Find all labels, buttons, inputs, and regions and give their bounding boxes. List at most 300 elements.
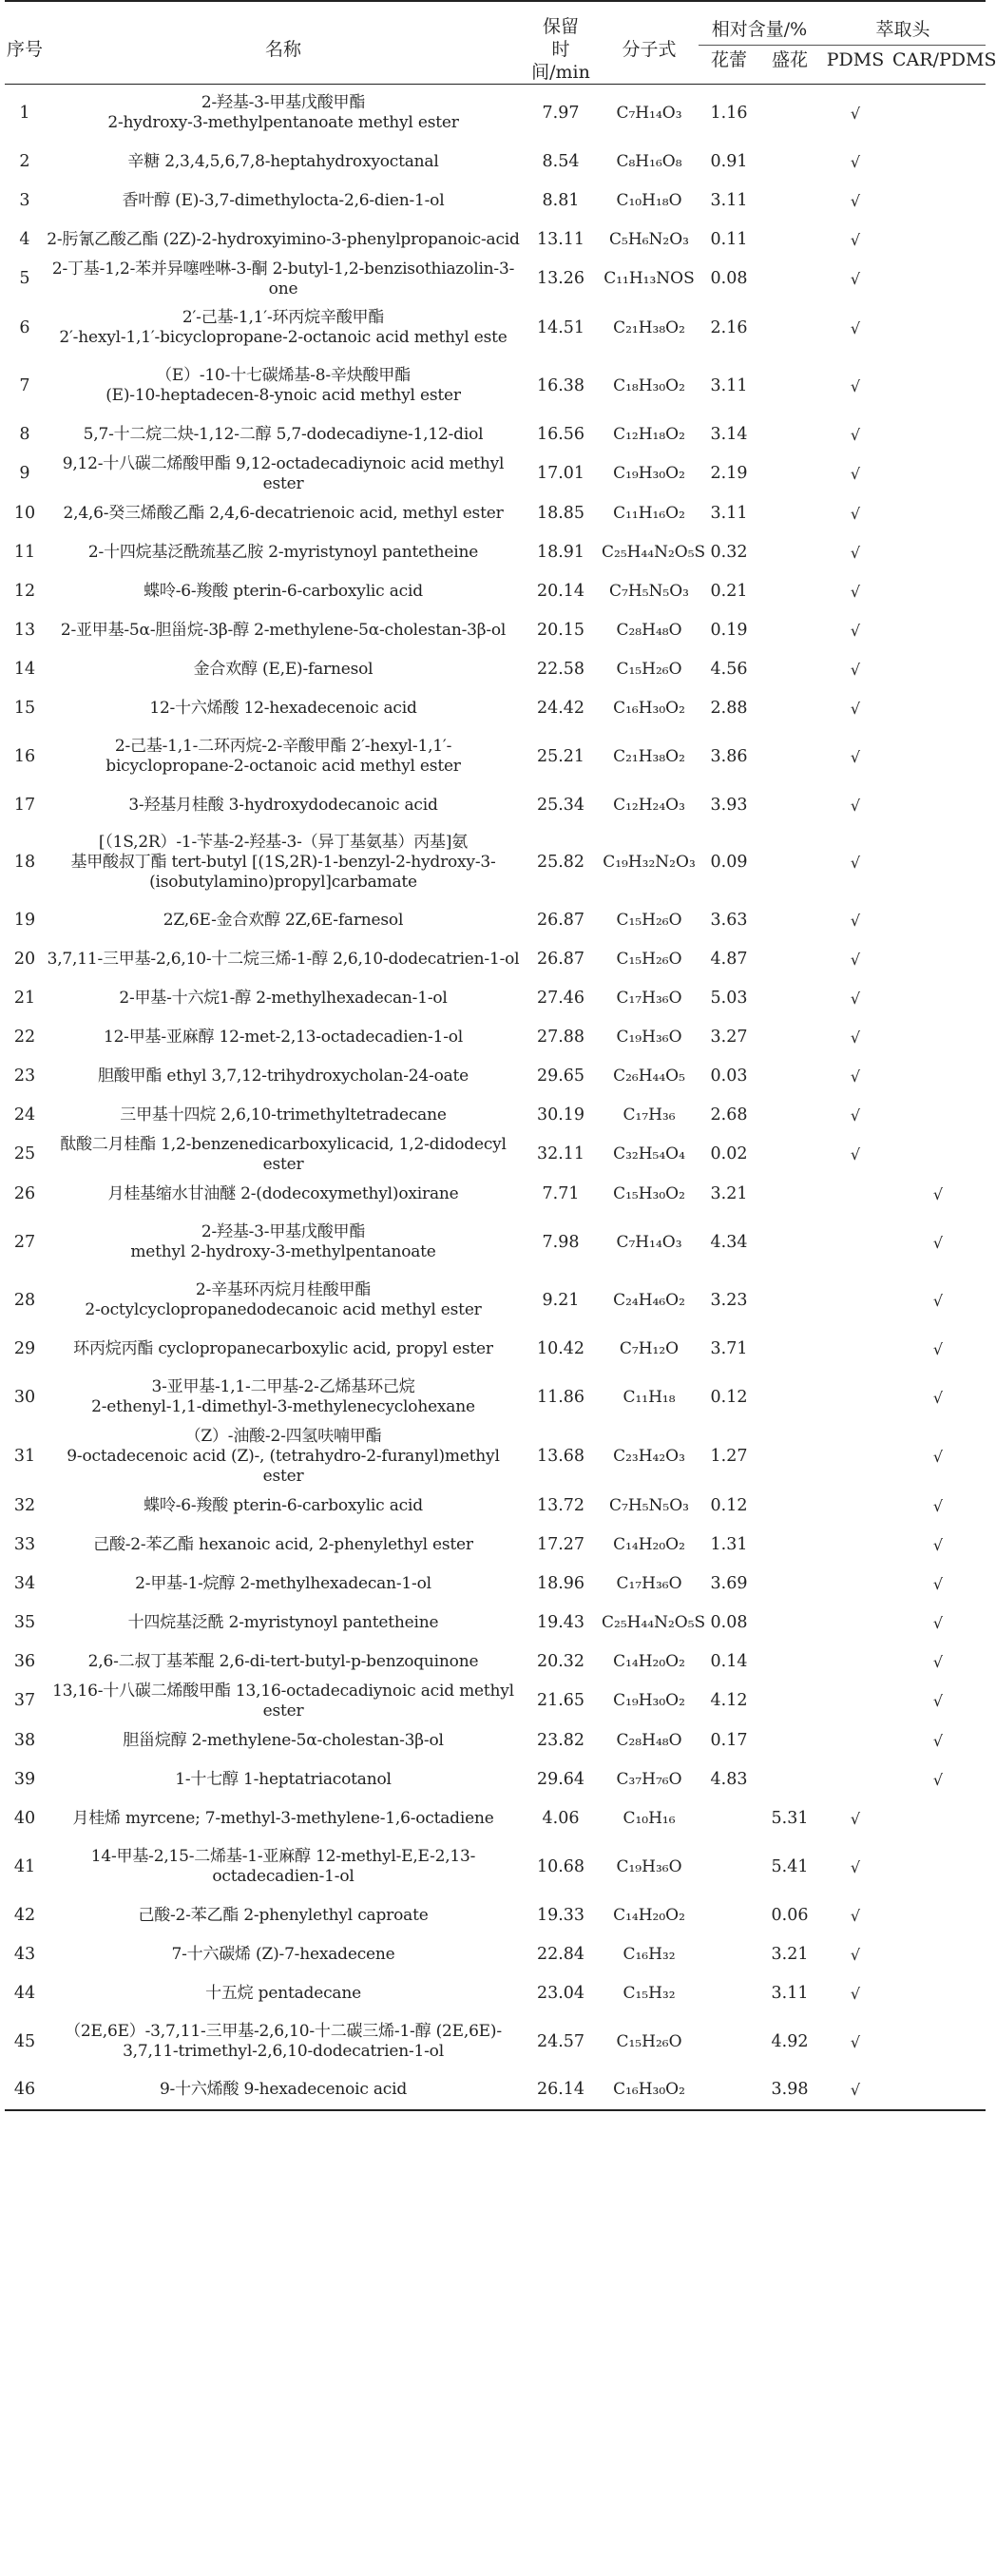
row-number: 13	[13, 620, 36, 640]
content-bud: 4.87	[710, 949, 748, 969]
content-bud: 4.12	[710, 1691, 748, 1710]
compound-name	[45, 221, 522, 260]
car-pdms-check	[891, 2071, 986, 2110]
row-number: 44	[13, 1983, 36, 2003]
content-bloom	[759, 1565, 820, 1604]
content-bloom	[759, 221, 820, 260]
content-bud: 3.23	[710, 1290, 748, 1310]
retention-time: 23.04	[536, 1983, 585, 2003]
content-bud	[699, 1935, 759, 1974]
content-bud	[699, 1974, 759, 2013]
retention-time: 10.42	[536, 1338, 585, 1358]
compound-name	[45, 940, 522, 979]
row-number: 31	[13, 1446, 36, 1466]
car-pdms-check	[891, 940, 986, 979]
car-pdms-check: √	[932, 1184, 944, 1203]
compound-name-line-2: methyl 2-hydroxy-3-methylpentanoate	[130, 1242, 436, 1261]
retention-time: 8.81	[542, 190, 580, 210]
compound-name	[45, 1721, 522, 1760]
table-row	[5, 1526, 986, 1565]
pdms-check	[820, 1487, 891, 1526]
content-bud: 0.11	[710, 229, 748, 249]
pdms-check: √	[820, 2071, 891, 2110]
pdms-check: √	[850, 504, 861, 523]
compound-name	[45, 357, 522, 415]
car-pdms-check	[891, 1799, 986, 1838]
row-number: 27	[13, 1232, 36, 1252]
compound-name	[45, 1760, 522, 1799]
pdms-check	[820, 1721, 891, 1760]
row-number: 10	[13, 503, 36, 523]
retention-time: 32.11	[536, 1144, 585, 1163]
pdms-check	[820, 1427, 891, 1487]
row-number: 43	[13, 1944, 36, 1964]
table-header	[5, 1, 996, 85]
compound-name-line-1: 胆甾烷醇 2-methylene-5α-cholestan-3β-ol	[123, 1730, 444, 1750]
header-car-pdms: CAR/PDMS	[891, 45, 986, 84]
molecular-formula: C₁₁H₁₈	[622, 1387, 676, 1407]
pdms-check	[820, 1526, 891, 1565]
content-bud: 3.69	[710, 1573, 748, 1593]
car-pdms-check	[891, 611, 986, 650]
header-formula: 分子式	[600, 1, 699, 85]
pdms-check	[820, 1565, 891, 1604]
compound-name-line-1: 月桂烯 myrcene; 7-methyl-3-methylene-1,6-octadiene	[72, 1808, 494, 1828]
compound-name-line-1: 己酸-2-苯乙酯 2-phenylethyl caproate	[138, 1905, 429, 1925]
retention-time: 21.65	[536, 1691, 585, 1710]
compound-name-line-1: 3-羟基月桂酸 3-hydroxydodecanoic acid	[128, 795, 438, 815]
compound-name-line-1: 金合欢醇 (E,E)-farnesol	[193, 659, 374, 679]
pdms-check: √	[850, 425, 861, 444]
content-bloom	[759, 940, 820, 979]
content-bloom	[759, 1487, 820, 1526]
molecular-formula: C₁₅H₃₂	[622, 1983, 676, 2003]
compound-name	[45, 1214, 522, 1272]
car-pdms-check: √	[932, 1613, 944, 1632]
pdms-check: √	[850, 1857, 861, 1876]
content-bloom	[759, 1175, 820, 1214]
compound-name-line-1: 2′-己基-1,1′-环丙烷辛酸甲酯	[182, 308, 385, 327]
content-bud: 0.12	[710, 1495, 748, 1515]
compound-name	[45, 1838, 522, 1896]
table-row	[5, 1330, 986, 1369]
retention-time: 26.87	[536, 949, 585, 969]
row-number: 5	[19, 269, 30, 288]
table-row	[5, 182, 986, 221]
content-bloom: 3.98	[759, 2071, 820, 2110]
retention-time: 22.58	[536, 659, 585, 679]
content-bloom	[759, 689, 820, 728]
pdms-check: √	[850, 1984, 861, 2003]
row-number: 23	[13, 1066, 36, 1086]
table-row	[5, 415, 986, 454]
retention-time: 7.98	[542, 1232, 580, 1252]
compound-name	[45, 1135, 522, 1175]
car-pdms-check: √	[932, 1692, 944, 1710]
compound-name-line-1: 2-羟基-3-甲基戊酸甲酯	[201, 93, 366, 113]
compound-name-line-1: 酞酸二月桂酯 1,2-benzenedicarboxylicacid, 1,2-didodecyl ester	[60, 1134, 507, 1174]
content-bloom	[759, 1604, 820, 1643]
car-pdms-check	[891, 650, 986, 689]
content-bud: 3.21	[710, 1183, 748, 1203]
table-row	[5, 572, 986, 611]
header-no: 序号	[5, 1, 45, 85]
molecular-formula: C₁₀H₁₆	[622, 1808, 676, 1828]
header-relative-content: 相对含量/%	[699, 1, 820, 45]
content-bud	[699, 1896, 759, 1935]
retention-time: 13.68	[536, 1446, 585, 1466]
content-bud: 0.08	[710, 1612, 748, 1632]
table-row	[5, 1427, 986, 1487]
pdms-check: √	[850, 230, 861, 249]
row-number: 39	[13, 1769, 36, 1789]
molecular-formula: C₁₉H₃₆O	[616, 1027, 682, 1047]
table-row	[5, 1760, 986, 1799]
row-number: 46	[5, 2071, 45, 2110]
content-bloom: 3.11	[771, 1983, 809, 2003]
pdms-check: √	[850, 376, 861, 395]
content-bud: 4.34	[710, 1232, 748, 1252]
molecular-formula: C₁₇H₃₆O	[616, 1573, 682, 1593]
content-bloom	[759, 1427, 820, 1487]
content-bud: 3.11	[710, 375, 748, 395]
pdms-check: √	[850, 104, 861, 123]
row-number: 4	[19, 229, 30, 249]
content-bloom	[759, 728, 820, 786]
compound-name-line-1: 2,4,6-癸三烯酸乙酯 2,4,6-decatrienoic acid, methyl ester	[63, 503, 504, 523]
compound-name	[45, 1057, 522, 1096]
content-bud: 3.11	[710, 190, 748, 210]
molecular-formula: C₂₁H₃₈O₂	[613, 746, 685, 766]
compound-name	[45, 143, 522, 182]
table-row	[5, 1272, 986, 1330]
content-bud: 0.14	[710, 1651, 748, 1671]
content-bud: 0.09	[710, 853, 748, 872]
compound-name-line-1: 9-十六烯酸 9-hexadecenoic acid	[159, 2080, 408, 2099]
retention-time: 26.87	[536, 910, 585, 930]
table-row	[5, 786, 986, 825]
molecular-formula: C₁₉H₃₀O₂	[613, 1691, 685, 1710]
content-bloom	[759, 454, 820, 494]
content-bloom	[759, 357, 820, 415]
pdms-check: √	[850, 270, 861, 288]
car-pdms-check: √	[932, 1291, 944, 1310]
table-row	[5, 1214, 986, 1272]
car-pdms-check	[891, 143, 986, 182]
car-pdms-check	[891, 1974, 986, 2013]
pdms-check: √	[850, 465, 861, 483]
retention-time: 22.84	[536, 1944, 585, 1964]
molecular-formula: C₂₅H₄₄N₂O₅S	[602, 1612, 706, 1632]
pdms-check: √	[850, 660, 861, 679]
retention-time: 10.68	[536, 1856, 585, 1876]
row-number: 17	[13, 795, 36, 815]
compound-name	[45, 1427, 522, 1487]
pdms-check	[820, 1175, 891, 1214]
row-number: 21	[13, 988, 36, 1008]
table-row	[5, 1369, 986, 1427]
car-pdms-check	[891, 689, 986, 728]
table-row	[5, 1565, 986, 1604]
molecular-formula: C₁₄H₂₀O₂	[613, 1534, 685, 1554]
car-pdms-check	[891, 1838, 986, 1896]
content-bud	[699, 1799, 759, 1838]
compound-name-line-1: 十五烷 pentadecane	[205, 1983, 361, 2003]
compound-name-line-2: 2-hydroxy-3-methylpentanoate methyl ester	[107, 113, 459, 133]
pdms-check: √	[850, 854, 861, 872]
molecular-formula: C₃₇H₇₆O	[616, 1769, 682, 1789]
compound-name	[45, 415, 522, 454]
retention-time: 24.57	[536, 2031, 585, 2051]
retention-time: 29.65	[536, 1066, 585, 1086]
compound-name	[45, 1896, 522, 1935]
compound-name-line-1: 2-辛基环丙烷月桂酸甲酯	[195, 1280, 372, 1299]
retention-time: 11.86	[536, 1387, 585, 1407]
retention-time: 25.21	[536, 746, 585, 766]
row-number: 32	[13, 1495, 36, 1515]
row-number: 14	[13, 659, 36, 679]
table-row	[5, 1896, 986, 1935]
pdms-check: √	[850, 796, 861, 815]
content-bloom: 5.41	[771, 1856, 809, 1876]
content-bud: 3.11	[710, 503, 748, 523]
compound-name-line-1: 2-甲基-十六烷1-醇 2-methylhexadecan-1-ol	[119, 988, 448, 1008]
table-row	[5, 299, 986, 357]
content-bloom: 5.31	[771, 1808, 809, 1828]
content-bloom	[759, 415, 820, 454]
pdms-check	[820, 1214, 891, 1272]
car-pdms-check: √	[932, 1388, 944, 1407]
retention-time: 20.15	[536, 620, 585, 640]
pdms-check: √	[850, 152, 861, 171]
molecular-formula: C₇H₁₄O₃	[616, 1232, 682, 1252]
car-pdms-check	[891, 1935, 986, 1974]
compound-name-line-2: 9-octadecenoic acid (Z)-, (tetrahydro-2-furanyl)methyl ester	[67, 1446, 500, 1486]
table-row	[5, 1135, 986, 1175]
retention-time: 24.42	[536, 698, 585, 718]
car-pdms-check	[891, 786, 986, 825]
pdms-check: √	[850, 989, 861, 1008]
compound-name-line-1: （2E,6E）-3,7,11-三甲基-2,6,10-十二碳三烯-1-醇 (2E,6E)-	[65, 2022, 502, 2041]
pdms-check	[820, 1272, 891, 1330]
header-fiber: 萃取头	[820, 1, 986, 45]
row-number: 41	[13, 1856, 36, 1876]
molecular-formula: C₂₅H₄₄N₂O₅S	[602, 542, 706, 562]
compound-name	[45, 1272, 522, 1330]
table-row	[5, 940, 986, 979]
compound-name	[45, 786, 522, 825]
content-bud	[699, 2071, 759, 2110]
car-pdms-check	[891, 533, 986, 572]
content-bloom	[759, 825, 820, 901]
car-pdms-check	[891, 494, 986, 533]
car-pdms-check: √	[932, 1339, 944, 1358]
molecular-formula: C₁₆H₃₂	[622, 1944, 676, 1964]
compound-name	[45, 1935, 522, 1974]
row-number: 18	[13, 853, 36, 872]
molecular-formula: C₂₃H₄₂O₃	[613, 1446, 685, 1466]
compound-name-line-1: 十四烷基泛酰 2-myristynoyl pantetheine	[127, 1612, 439, 1632]
row-number: 25	[13, 1144, 36, 1163]
compound-name	[45, 1682, 522, 1721]
compound-name-line-1: 5,7-十二烷二炔-1,12-二醇 5,7-dodecadiyne-1,12-diol	[83, 424, 484, 444]
compound-name-line-1: 蝶呤-6-羧酸 pterin-6-carboxylic acid	[144, 1495, 423, 1515]
compound-name-line-1: 香叶醇 (E)-3,7-dimethylocta-2,6-dien-1-ol	[122, 190, 445, 210]
compound-table	[5, 0, 996, 2111]
table-row	[5, 143, 986, 182]
content-bloom	[759, 901, 820, 940]
content-bud: 3.93	[710, 795, 748, 815]
content-bud: 3.14	[710, 424, 748, 444]
retention-time: 19.33	[536, 1905, 585, 1925]
pdms-check: √	[850, 1105, 861, 1125]
table-row	[5, 728, 986, 786]
car-pdms-check	[891, 2013, 986, 2071]
molecular-formula: C₇H₅N₅O₃	[609, 581, 689, 601]
compound-name-line-1: 3,7,11-三甲基-2,6,10-十二烷三烯-1-醇 2,6,10-dodecatrien-1-ol	[47, 949, 520, 969]
table-row	[5, 901, 986, 940]
table-row	[5, 1487, 986, 1526]
content-bloom	[759, 182, 820, 221]
row-number: 20	[13, 949, 36, 969]
car-pdms-check	[891, 1135, 986, 1175]
header-bud: 花蕾	[699, 45, 759, 84]
row-number: 36	[13, 1651, 36, 1671]
pdms-check: √	[850, 950, 861, 969]
compound-name	[45, 1487, 522, 1526]
compound-name	[45, 1096, 522, 1135]
row-number: 9	[19, 464, 30, 483]
molecular-formula: C₁₆H₃₀O₂	[600, 2071, 699, 2110]
row-number: 45	[13, 2031, 36, 2051]
compound-name-line-1: （Z）-油酸-2-四氢呋喃甲酯	[184, 1426, 382, 1446]
content-bud: 0.21	[710, 581, 748, 601]
table-row	[5, 1838, 986, 1896]
compound-name-line-1: 7-十六碳烯 (Z)-7-hexadecene	[171, 1944, 395, 1964]
content-bud: 3.86	[710, 746, 748, 766]
compound-name-line-1: （E）-10-十七碳烯基-8-辛炔酸甲酯	[156, 366, 411, 385]
compound-name-line-1: 9,12-十八碳二烯酸甲酯 9,12-octadecadiynoic acid methyl ester	[62, 453, 505, 493]
retention-time: 25.34	[536, 795, 585, 815]
table-row	[5, 357, 986, 415]
row-number: 33	[13, 1534, 36, 1554]
pdms-check: √	[850, 699, 861, 718]
table-row	[5, 1935, 986, 1974]
content-bloom	[759, 1096, 820, 1135]
molecular-formula: C₁₅H₂₆O	[616, 910, 682, 930]
compound-name	[45, 611, 522, 650]
content-bud: 5.03	[710, 988, 748, 1008]
table-row	[5, 2071, 986, 2110]
content-bud: 4.56	[710, 659, 748, 679]
car-pdms-check: √	[932, 1731, 944, 1750]
row-number: 1	[19, 103, 30, 123]
molecular-formula: C₁₆H₃₀O₂	[613, 698, 685, 718]
molecular-formula: C₁₂H₁₈O₂	[613, 424, 685, 444]
molecular-formula: C₁₇H₃₆O	[616, 988, 682, 1008]
content-bloom	[759, 611, 820, 650]
retention-time: 30.19	[536, 1105, 585, 1125]
table-row	[5, 689, 986, 728]
car-pdms-check	[891, 299, 986, 357]
compound-name-line-2: bicyclopropane-2-octanoic acid methyl ester	[105, 757, 461, 776]
content-bloom	[759, 1018, 820, 1057]
compound-name-line-2: (E)-10-heptadecen-8-ynoic acid methyl ester	[105, 386, 461, 405]
compound-name	[45, 825, 522, 901]
content-bud: 3.63	[710, 910, 748, 930]
compound-name	[45, 182, 522, 221]
compound-name-line-1: 2-羟基-3-甲基戊酸甲酯	[201, 1222, 366, 1241]
compound-name	[45, 260, 522, 299]
row-number: 26	[13, 1183, 36, 1203]
retention-time: 7.97	[542, 103, 580, 123]
content-bloom	[759, 1272, 820, 1330]
compound-name	[45, 1330, 522, 1369]
compound-name-line-1: 2-亚甲基-5α-胆甾烷-3β-醇 2-methylene-5α-cholestan-3β-ol	[60, 620, 507, 640]
table-row	[5, 611, 986, 650]
retention-time: 13.11	[536, 229, 585, 249]
car-pdms-check: √	[932, 1496, 944, 1515]
content-bud: 1.31	[710, 1534, 748, 1554]
content-bloom	[759, 260, 820, 299]
row-number: 11	[13, 542, 36, 562]
molecular-formula: C₁₄H₂₀O₂	[613, 1651, 685, 1671]
content-bloom: 0.06	[771, 1905, 809, 1925]
car-pdms-check: √	[932, 1447, 944, 1466]
table-row	[5, 650, 986, 689]
car-pdms-check	[891, 182, 986, 221]
pdms-check: √	[850, 1945, 861, 1964]
car-pdms-check: √	[932, 1535, 944, 1554]
table-row	[5, 825, 986, 901]
compound-name-line-1: 12-甲基-亚麻醇 12-met-2,13-octadecadien-1-ol	[103, 1027, 464, 1047]
compound-name	[45, 1369, 522, 1427]
compound-name	[45, 979, 522, 1018]
row-number: 30	[13, 1387, 36, 1407]
compound-name-line-1: 三甲基十四烷 2,6,10-trimethyltetradecane	[120, 1105, 447, 1125]
compound-name	[45, 494, 522, 533]
molecular-formula: C₁₀H₁₈O	[616, 190, 682, 210]
car-pdms-check	[891, 979, 986, 1018]
compound-name	[45, 1018, 522, 1057]
table-row	[5, 2013, 986, 2071]
molecular-formula: C₅H₆N₂O₃	[609, 229, 689, 249]
table-row	[5, 1799, 986, 1838]
content-bloom	[759, 1330, 820, 1369]
pdms-check	[820, 1330, 891, 1369]
molecular-formula: C₁₄H₂₀O₂	[613, 1905, 685, 1925]
content-bloom	[759, 1721, 820, 1760]
car-pdms-check	[891, 454, 986, 494]
compound-name-line-1: [（1S,2R）-1-苄基-2-羟基-3-（异丁基氨基）丙基]氨	[98, 833, 469, 852]
row-number: 24	[13, 1105, 36, 1125]
row-number: 6	[19, 317, 30, 337]
content-bloom	[759, 1643, 820, 1682]
compound-name	[45, 1799, 522, 1838]
compound-name-line-1: 胆酸甲酯 ethyl 3,7,12-trihydroxycholan-24-oate	[97, 1066, 469, 1086]
content-bloom	[759, 299, 820, 357]
content-bud: 0.17	[710, 1730, 748, 1750]
content-bloom	[759, 786, 820, 825]
compound-name	[45, 2013, 522, 2071]
compound-name-line-1: 2-己基-1,1-二环丙烷-2-辛酸甲酯 2′-hexyl-1,1′-	[114, 737, 452, 756]
car-pdms-check	[891, 1018, 986, 1057]
molecular-formula: C₈H₁₆O₈	[616, 151, 682, 171]
compound-name-line-1: 2-十四烷基泛酰巯基乙胺 2-myristynoyl pantetheine	[87, 542, 479, 562]
compound-name	[45, 2071, 522, 2110]
compound-name	[45, 650, 522, 689]
retention-time: 4.06	[542, 1808, 580, 1828]
